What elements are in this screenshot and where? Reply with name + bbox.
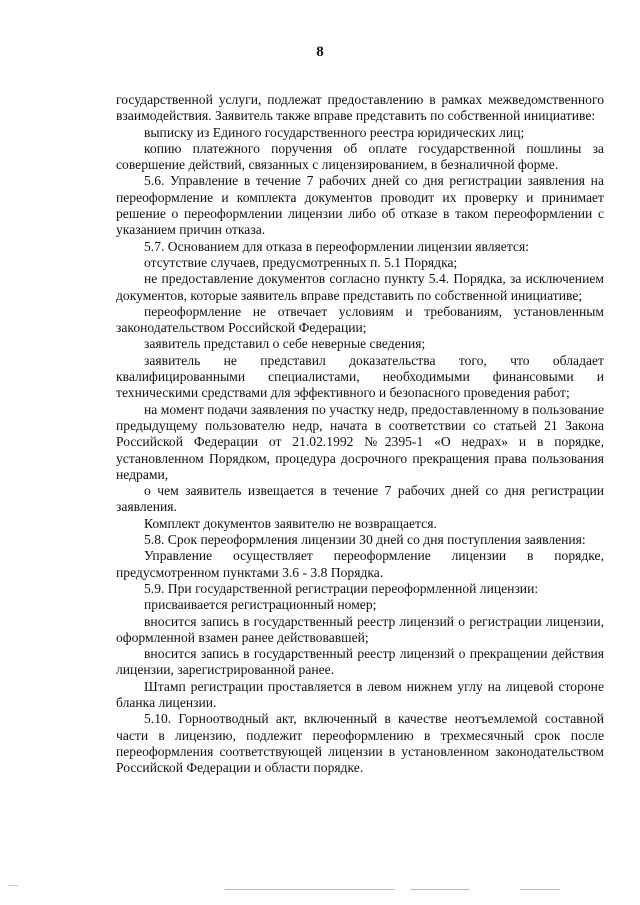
paragraph: 5.10. Горноотводный акт, включенный в качестве неотъемлемой составной части в лицензию, подлежит переоформлению в трехмесячный срок после переоформления соответствующей лицензии в установленном законодательством Российской Федерации и области порядке. [116,711,604,776]
paragraph: копию платежного поручения об оплате государственной пошлины за совершение действий, связанных с лицензированием, в безналичной форме. [116,140,604,173]
paragraph: Управление осуществляет переоформление лицензии в порядке, предусмотренном пунктами 3.6 - 3.8 Порядка. [116,548,604,580]
paragraph: 5.9. При государственной регистрации переоформленной лицензии: [144,580,539,596]
paragraph: выписку из Единого государственного реестра юридических лиц; [144,124,525,140]
paragraph: на момент подачи заявления по участку недр, предоставленному в пользование предыдущему пользователю недр, начата в соответствии со статьей 21 Закона Российской Федерации от 21.02.1992 №2395-1 «О недрах» и в порядке, установленном Порядком, процедура досрочного прекращения права пользования недрами, [116,401,604,482]
document-body [116,92,604,776]
paragraph: не предоставление документов согласно пункту 5.4. Порядка, за исключением документов, которые заявитель вправе представить по собственной инициативе; [116,271,604,303]
paragraph: переоформление не отвечает условиям и требованиям, установленным законодательством Российской Федерации; [116,303,604,336]
paragraph: вносится запись в государственный реестр лицензий о прекращении действия лицензии, зарегистрированной ранее. [116,646,604,678]
paragraph: отсутствие случаев, предусмотренных п. 5.1 Порядка; [144,254,458,270]
paragraph: присваивается регистрационный номер; [144,597,377,613]
paragraph: 5.6. Управление в течение 7 рабочих дней со дня регистрации заявления на переоформление и комплекта документов проводит их проверку и принимает решение о переоформлении лицензии либо об отказе в таком переоформлении с указанием причин отказа. [116,173,604,238]
scan-corner-mark [8,885,18,886]
paragraph: 5.8. Срок переоформления лицензии 30 дней со дня поступления заявления: [144,532,586,548]
paragraph: заявитель представил о себе неверные сведения; [144,336,426,352]
scan-artifact-line [520,889,560,890]
scan-artifact-line [410,889,470,890]
scan-artifact-line [225,889,395,890]
paragraph: государственной услуги, подлежат предоставлению в рамках межведомственного взаимодействия. Заявитель также вправе представить по собственной инициативе: [116,92,604,124]
paragraph: Штамп регистрации проставляется в левом нижнем углу на лицевой стороне бланка лицензии. [116,678,604,710]
paragraph: заявитель не представил доказательства того, что обладает квалифицированными специалистами, необходимыми финансовыми и техническими средствами для эффективного и безопасного проведения работ; [116,352,604,401]
paragraph: Комплект документов заявителю не возвращается. [144,515,437,531]
paragraph: 5.7. Основанием для отказа в переоформлении лицензии является: [144,238,529,254]
paragraph: о чем заявитель извещается в течение 7 рабочих дней со дня регистрации заявления. [116,483,604,515]
page-number: 8 [316,44,324,60]
paragraph: вносится запись в государственный реестр лицензий о регистрации лицензии, оформленной взамен ранее действовавшей; [116,613,604,645]
